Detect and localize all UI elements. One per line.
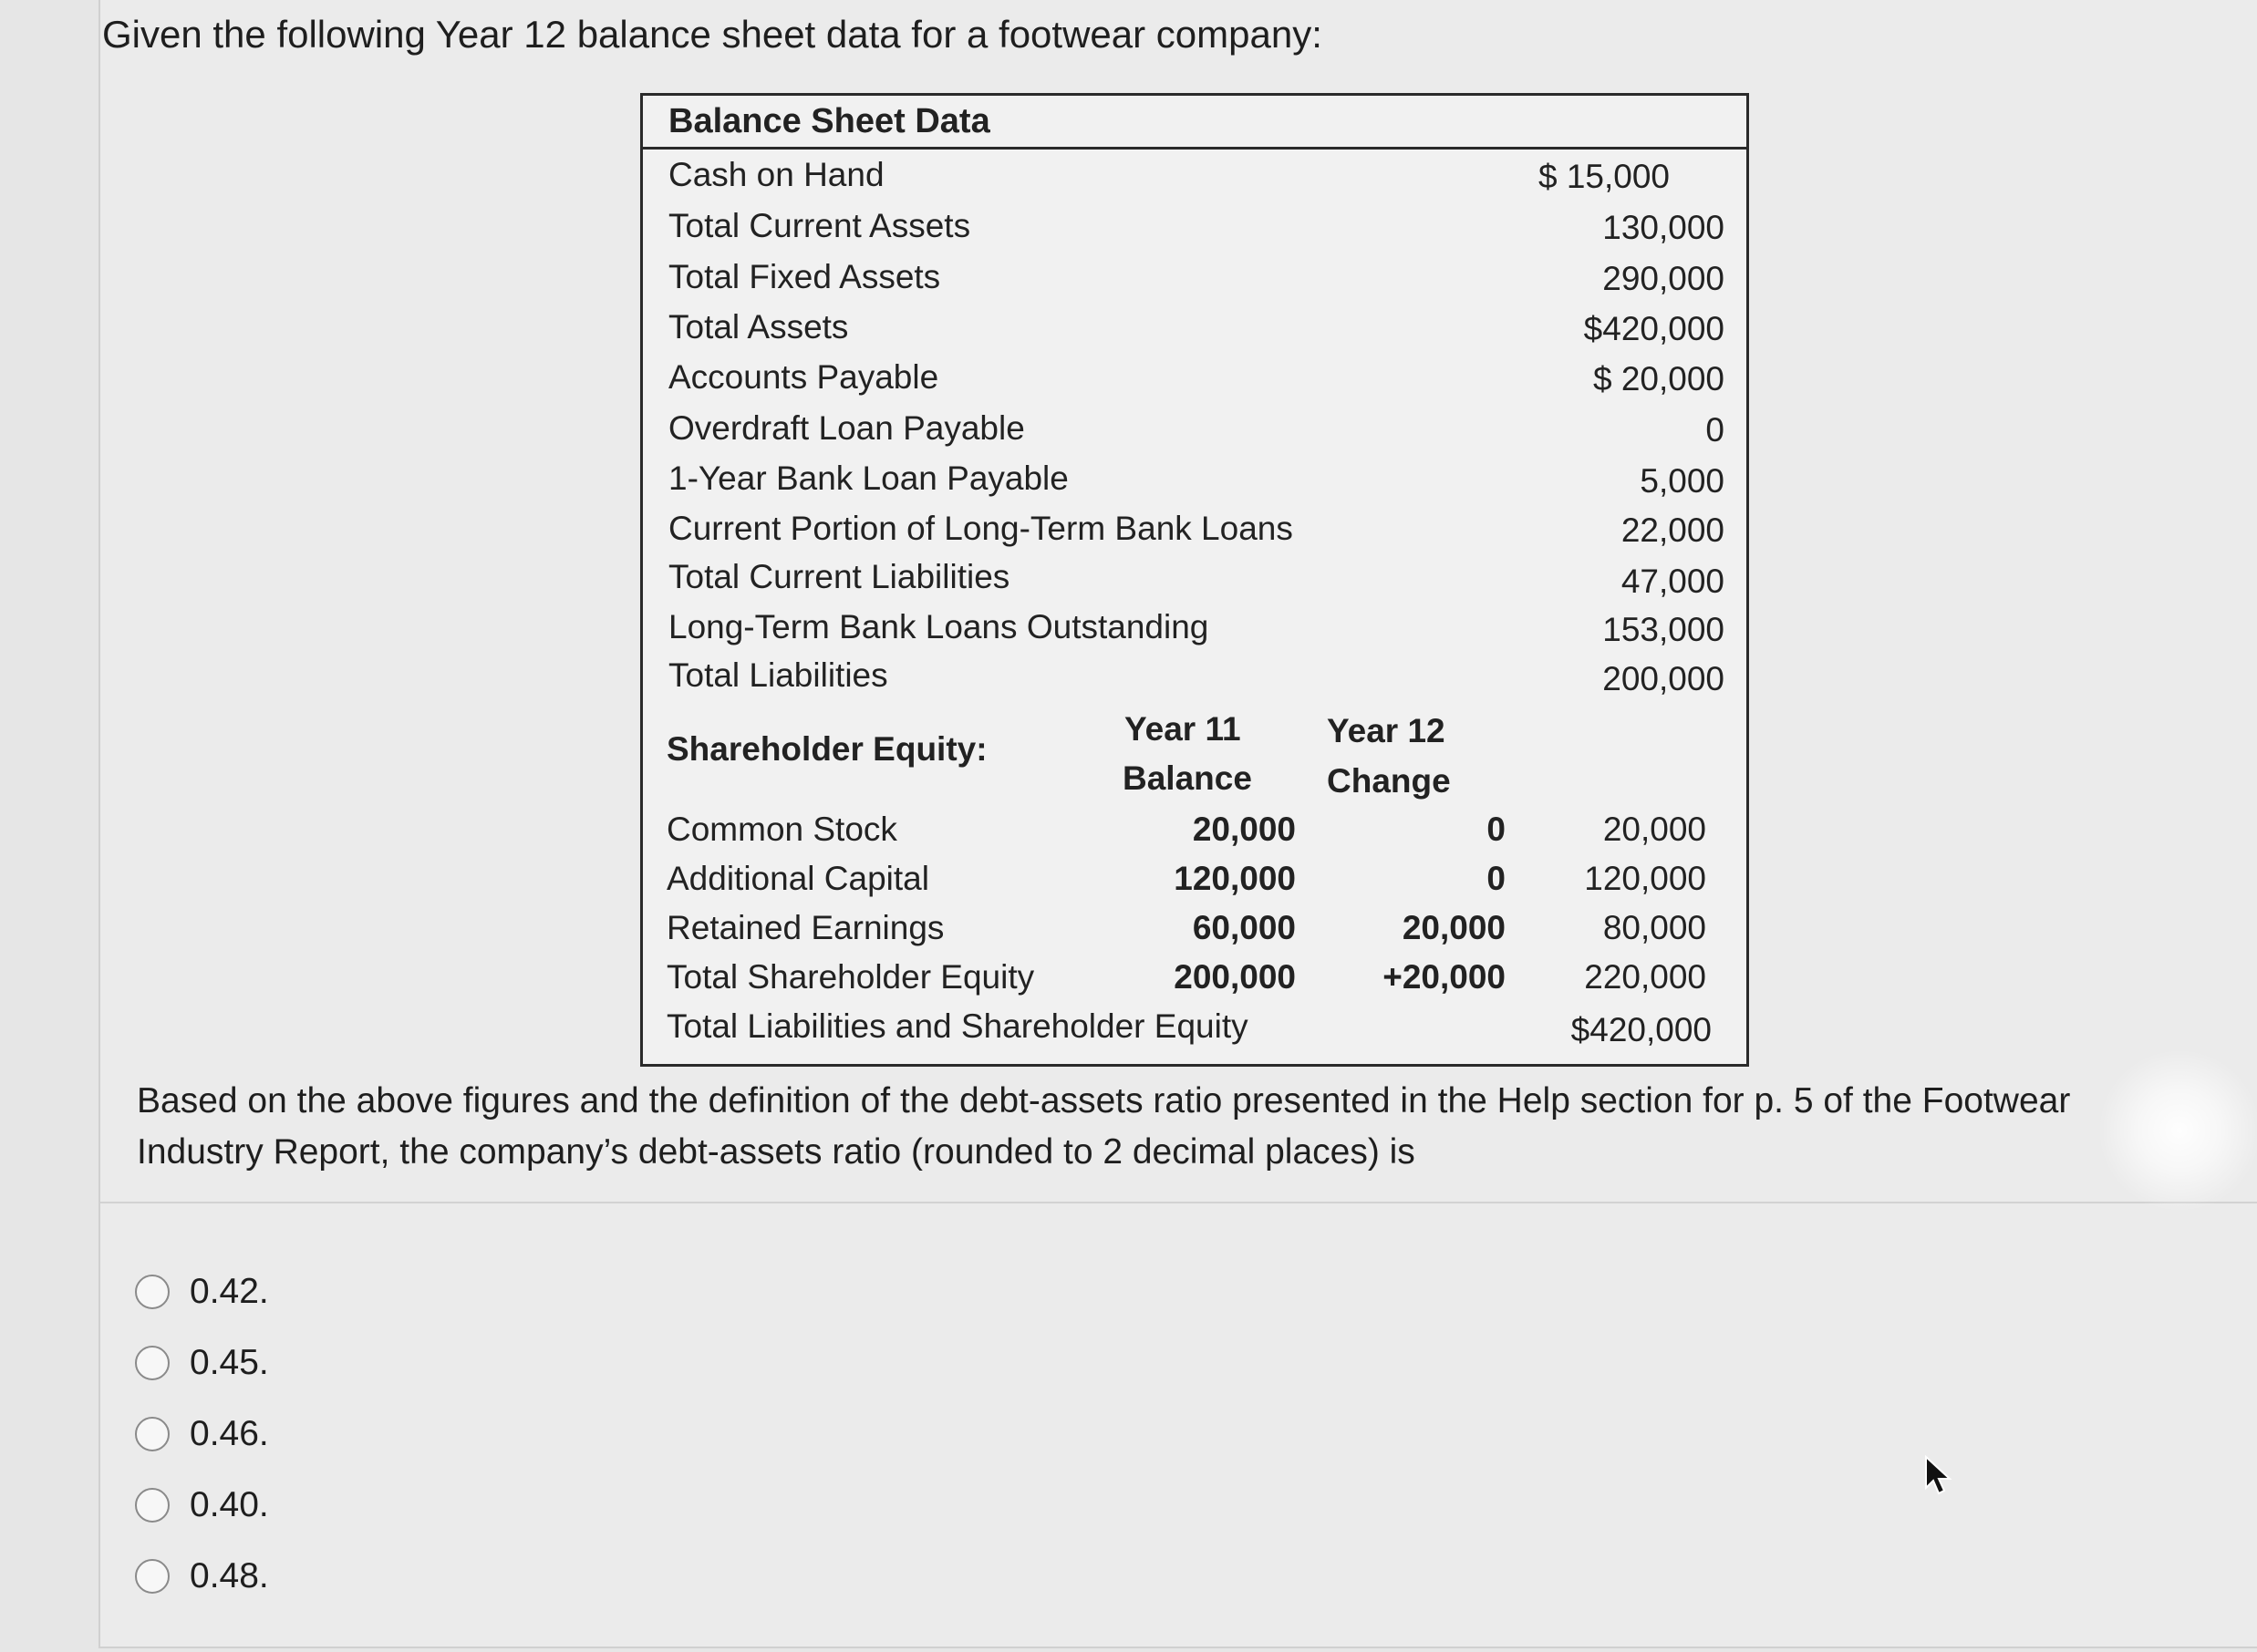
balance-header: Balance	[1123, 759, 1252, 797]
option-label: 0.48.	[190, 1556, 269, 1595]
answer-options	[135, 1256, 269, 1612]
option-4[interactable]	[135, 1470, 269, 1541]
total-value: $420,000	[1570, 1011, 1712, 1048]
table-row	[667, 1002, 1724, 1051]
row-value: $420,000	[1583, 310, 1724, 347]
row-label: Total Current Liabilities	[668, 558, 1010, 595]
row-label: Retained Earnings	[667, 909, 945, 946]
change-value: 0	[1486, 811, 1506, 848]
table-row	[668, 352, 1724, 403]
option-2[interactable]	[135, 1327, 269, 1399]
table-row	[668, 201, 1724, 252]
option-label: 0.45.	[190, 1343, 269, 1382]
table-row	[668, 302, 1724, 353]
table-row	[668, 503, 1724, 554]
row-label: Accounts Payable	[668, 358, 939, 396]
row-label: Additional Capital	[667, 860, 929, 897]
table-row	[668, 252, 1724, 303]
balance-sheet-title: Balance Sheet Data	[643, 96, 1746, 150]
year11-value: 60,000	[1192, 909, 1296, 946]
row-label: Long-Term Bank Loans Outstanding	[668, 608, 1209, 645]
intro-text: Given the following Year 12 balance sheet data for a footwear company:	[102, 13, 1322, 56]
row-label: Cash on Hand	[668, 156, 885, 193]
radio-button[interactable]	[135, 1488, 170, 1523]
change-header: Change	[1327, 762, 1451, 800]
row-label: Common Stock	[667, 811, 897, 848]
year11-value: 200,000	[1174, 958, 1296, 996]
row-value: 22,000	[1620, 511, 1724, 549]
change-value: 0	[1486, 860, 1506, 897]
table-row	[667, 903, 1724, 953]
option-5[interactable]	[135, 1541, 269, 1612]
table-row	[668, 453, 1724, 504]
row-label: 1-Year Bank Loan Payable	[668, 459, 1069, 497]
option-label: 0.46.	[190, 1414, 269, 1453]
table-row	[668, 602, 1724, 653]
option-3[interactable]	[135, 1399, 269, 1470]
table-row	[668, 650, 1724, 701]
radio-button[interactable]	[135, 1417, 170, 1451]
row-value: 47,000	[1620, 563, 1724, 600]
row-label: Total Current Assets	[668, 207, 971, 244]
row-value: 5,000	[1640, 462, 1724, 500]
row-label: Total Liabilities and Shareholder Equity	[667, 1007, 1248, 1045]
table-row	[668, 150, 1724, 201]
change-value: +20,000	[1382, 958, 1506, 996]
year12-value: 20,000	[1602, 811, 1706, 848]
year12-value: 120,000	[1584, 860, 1706, 897]
radio-button[interactable]	[135, 1275, 170, 1309]
row-label: Overdraft Loan Payable	[668, 409, 1025, 447]
table-row	[667, 805, 1724, 854]
year12-header: Year 12	[1327, 712, 1445, 749]
year11-value: 120,000	[1174, 860, 1296, 897]
row-value: 290,000	[1602, 260, 1724, 297]
row-value: 200,000	[1602, 660, 1724, 697]
row-value: $ 15,000	[1537, 158, 1670, 195]
mouse-cursor-icon	[1924, 1455, 1955, 1497]
row-label: Total Fixed Assets	[668, 258, 941, 295]
divider	[100, 1202, 2257, 1203]
row-label: Total Shareholder Equity	[667, 958, 1035, 996]
table-row	[668, 403, 1724, 454]
year12-value: 220,000	[1584, 958, 1706, 996]
row-value: 153,000	[1602, 611, 1724, 648]
radio-button[interactable]	[135, 1559, 170, 1594]
row-label: Current Portion of Long-Term Bank Loans	[668, 510, 1293, 547]
option-label: 0.40.	[190, 1485, 269, 1524]
row-label: Total Assets	[668, 308, 849, 346]
table-row	[668, 552, 1724, 603]
table-row	[667, 953, 1724, 1002]
radio-button[interactable]	[135, 1346, 170, 1380]
year12-value: 80,000	[1602, 909, 1706, 946]
year11-value: 20,000	[1192, 811, 1296, 848]
balance-sheet-table	[640, 93, 1749, 1067]
row-label: Total Liabilities	[668, 656, 888, 694]
option-1[interactable]	[135, 1256, 269, 1327]
row-value: $ 20,000	[1592, 360, 1724, 398]
row-value: 130,000	[1602, 209, 1724, 246]
year11-header: Year 11	[1124, 710, 1241, 748]
screen-glare	[2097, 1048, 2257, 1213]
row-value: 0	[1705, 411, 1724, 449]
equity-heading: Shareholder Equity:	[667, 730, 988, 768]
option-label: 0.42.	[190, 1272, 269, 1311]
change-value: 20,000	[1402, 909, 1506, 946]
question-text: Based on the above figures and the definition of the debt-assets ratio presented in the Help section for p. 5 of the Footwear Industry Report, the company’s debt-assets ratio (rounded to 2 decimal places) is	[137, 1081, 2071, 1172]
table-row	[667, 854, 1724, 903]
